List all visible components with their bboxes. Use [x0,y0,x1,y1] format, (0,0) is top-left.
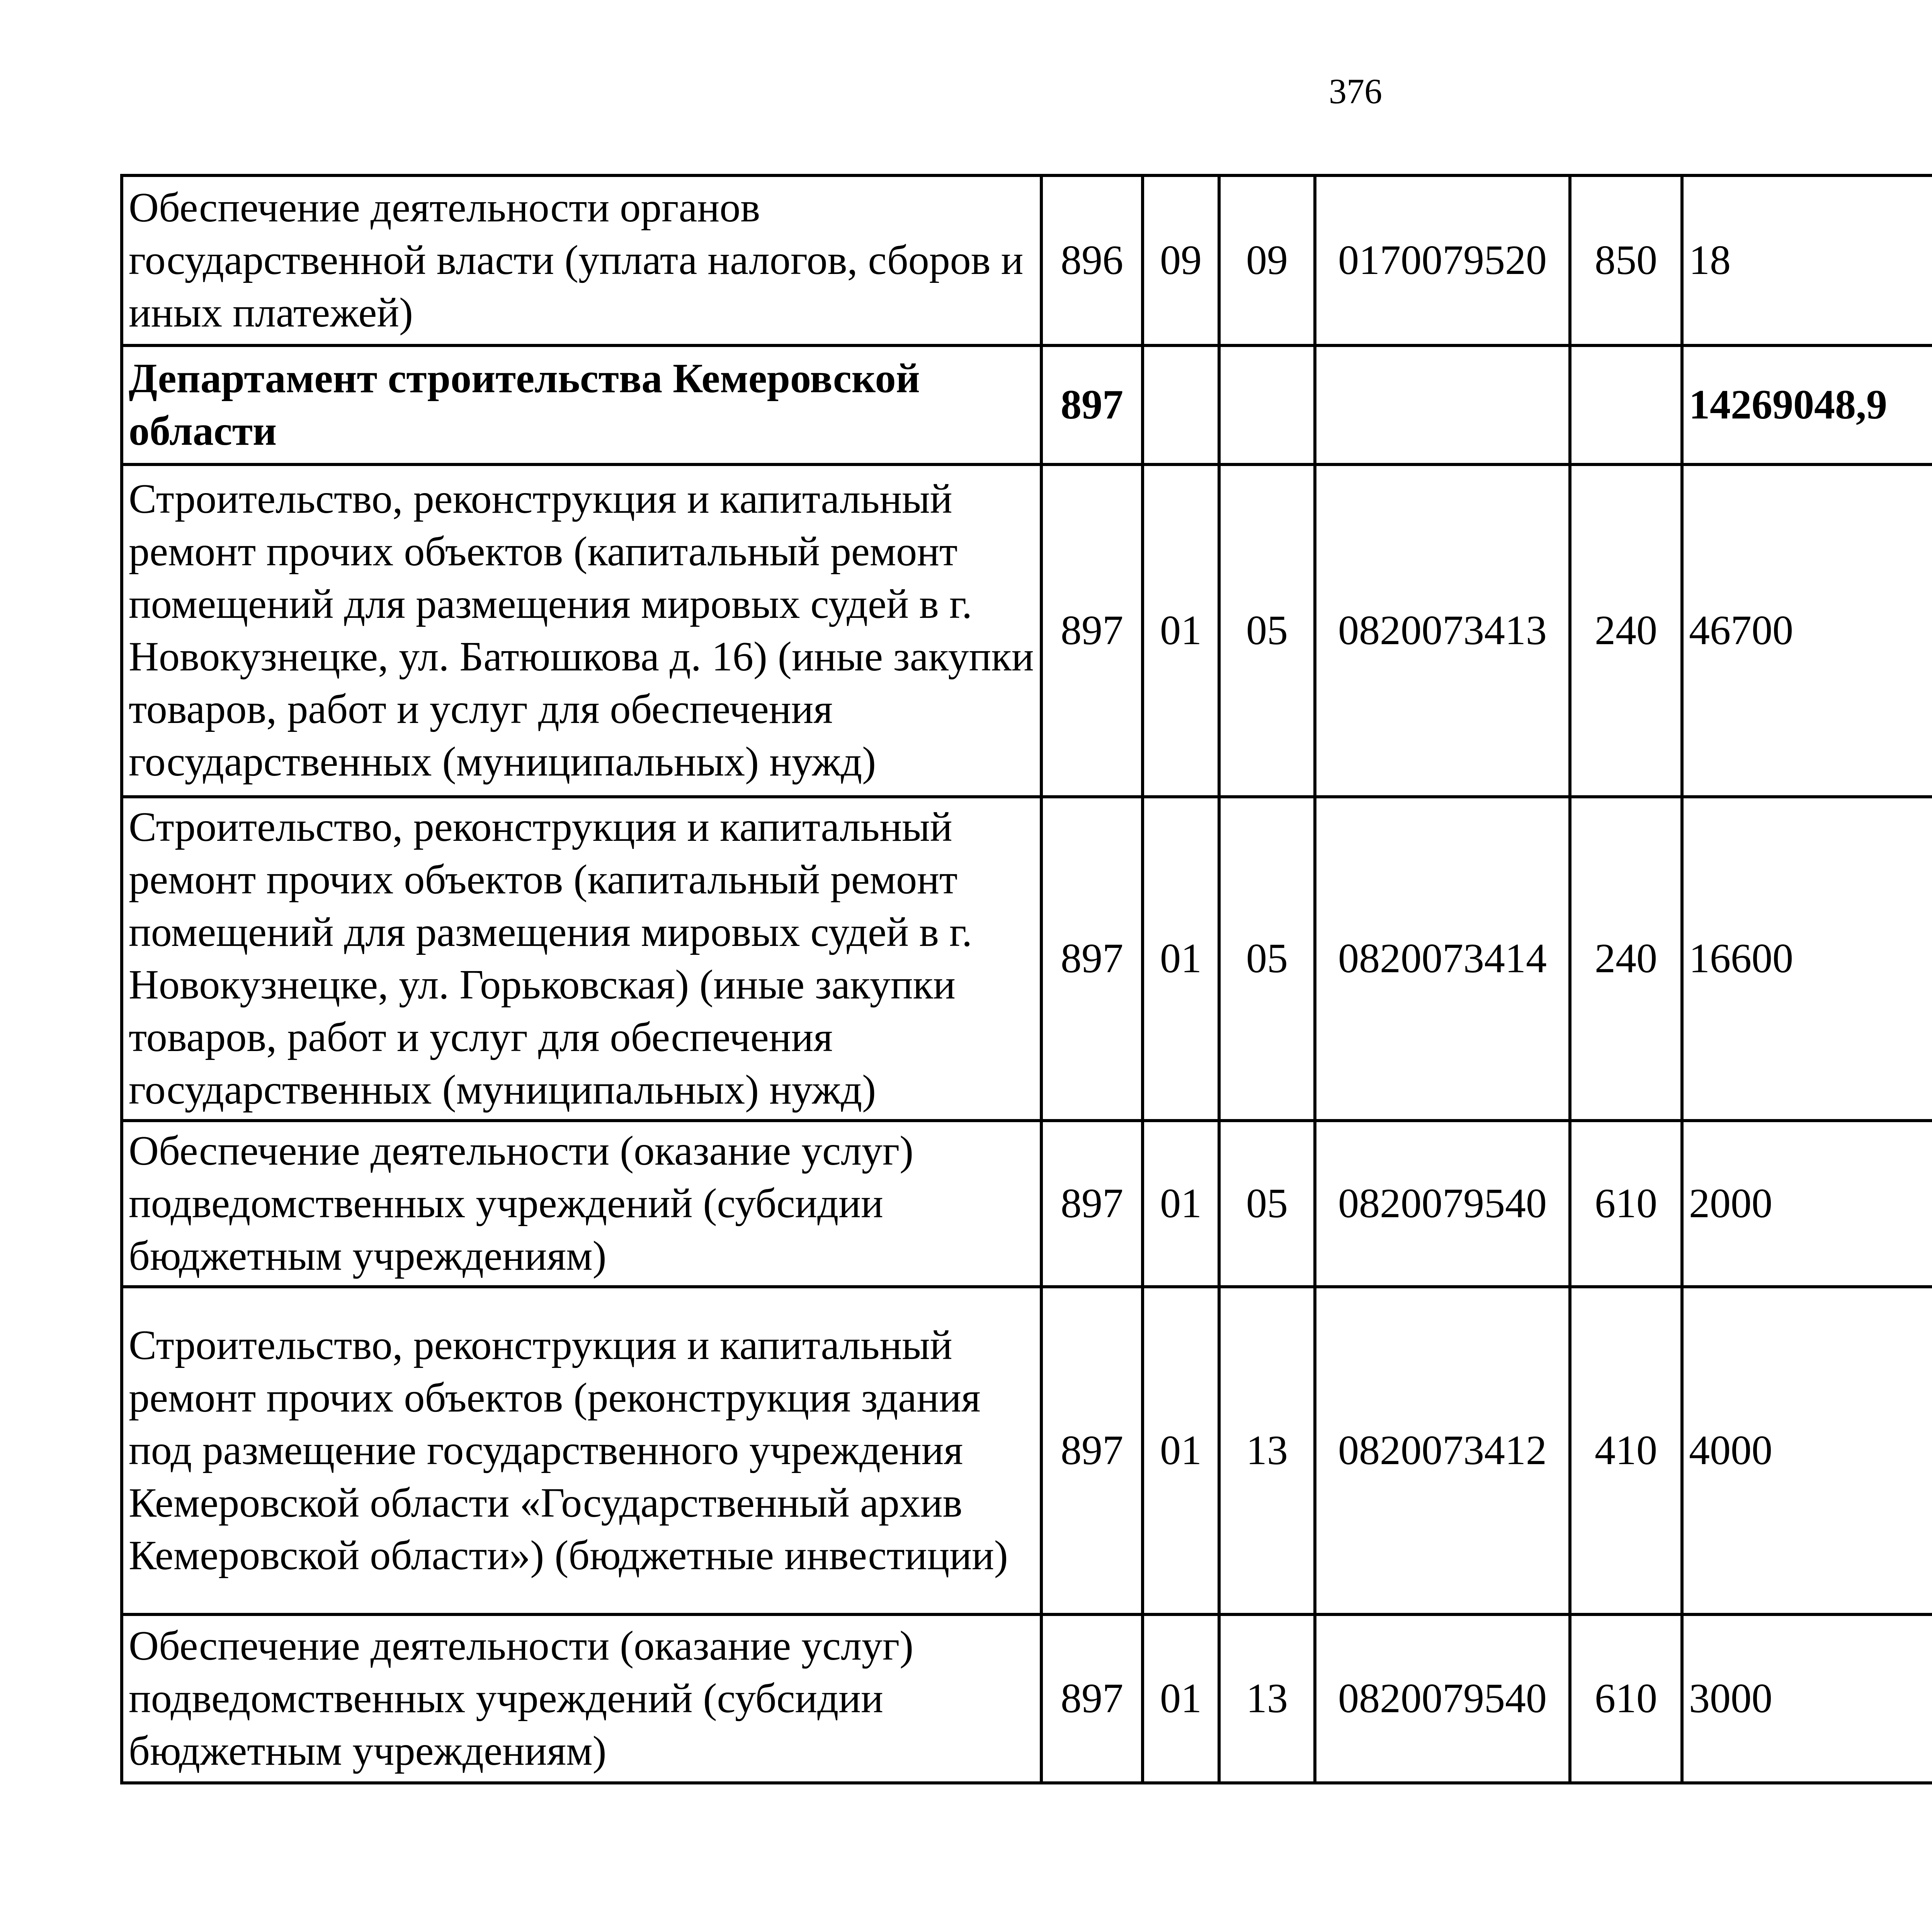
ministry-code: 897 [1041,1614,1143,1783]
expense-type-code: 240 [1570,797,1682,1121]
ministry-code: 897 [1041,1121,1143,1287]
section-code: 01 [1143,1121,1219,1287]
amount-year-1: 2000 [1682,1121,1932,1287]
ministry-code: 897 [1041,345,1143,464]
target-article-code: 0820079540 [1315,1614,1570,1783]
target-article-code: 0820073412 [1315,1287,1570,1614]
section-code: 01 [1143,797,1219,1121]
section-code: 01 [1143,1614,1219,1783]
row-description: Обеспечение деятельности (оказание услуг) подведомственных учреждений (субсидии бюджетным учреждениям) [122,1614,1041,1783]
subsection-code: 05 [1219,1121,1315,1287]
ministry-code: 897 [1041,1287,1143,1614]
target-article-code: 0820073414 [1315,797,1570,1121]
target-article-code [1315,345,1570,464]
target-article-code: 0820073413 [1315,464,1570,797]
subsection-code: 05 [1219,464,1315,797]
row-description: Строительство, реконструкция и капитальный ремонт прочих объектов (капитальный ремонт помещений для размещения мировых судей в г. Новокузнецке, ул. Батюшкова д. 16) (иные закупки товаров, работ и услуг для обеспечения государственных (муниципальных) нужд) [122,464,1041,797]
table-row-department [122,345,1932,464]
target-article-code: 0820079540 [1315,1121,1570,1287]
amount-year-1: 4000 [1682,1287,1932,1614]
table-row [122,464,1932,797]
expense-type-code: 610 [1570,1614,1682,1783]
ministry-code: 897 [1041,797,1143,1121]
table-row [122,797,1932,1121]
table-row [122,1614,1932,1783]
row-description: Обеспечение деятельности (оказание услуг) подведомственных учреждений (субсидии бюджетным учреждениям) [122,1121,1041,1287]
expense-type-code: 610 [1570,1121,1682,1287]
row-description: Строительство, реконструкция и капитальный ремонт прочих объектов (реконструкция здания под размещение государственного учреждения Кемеровской области «Государственный архив Кемеровской области») (бюджетные инвестиции) [122,1287,1041,1614]
budget-table [120,174,1932,1784]
section-code: 01 [1143,1287,1219,1614]
amount-year-1: 18 [1682,175,1932,345]
table-row [122,175,1932,345]
subsection-code: 13 [1219,1614,1315,1783]
expense-type-code [1570,345,1682,464]
section-code: 01 [1143,464,1219,797]
expense-type-code: 240 [1570,464,1682,797]
subsection-code: 13 [1219,1287,1315,1614]
expense-type-code: 410 [1570,1287,1682,1614]
section-code [1143,345,1219,464]
ministry-code: 897 [1041,464,1143,797]
subsection-code [1219,345,1315,464]
amount-year-1: 14269048,9 [1682,345,1932,464]
subsection-code: 09 [1219,175,1315,345]
amount-year-1: 3000 [1682,1614,1932,1783]
row-description: Обеспечение деятельности органов государственной власти (уплата налогов, сборов и иных платежей) [122,175,1041,345]
page-number: 376 [1329,71,1382,111]
amount-year-1: 16600 [1682,797,1932,1121]
row-description: Департамент строительства Кемеровской области [122,345,1041,464]
expense-type-code: 850 [1570,175,1682,345]
ministry-code: 896 [1041,175,1143,345]
section-code: 09 [1143,175,1219,345]
row-description: Строительство, реконструкция и капитальный ремонт прочих объектов (капитальный ремонт помещений для размещения мировых судей в г. Новокузнецке, ул. Горьковская) (иные закупки товаров, работ и услуг для обеспечения государственных (муниципальных) нужд) [122,797,1041,1121]
target-article-code: 0170079520 [1315,175,1570,345]
amount-year-1: 46700 [1682,464,1932,797]
table-row [122,1287,1932,1614]
table-row [122,1121,1932,1287]
subsection-code: 05 [1219,797,1315,1121]
